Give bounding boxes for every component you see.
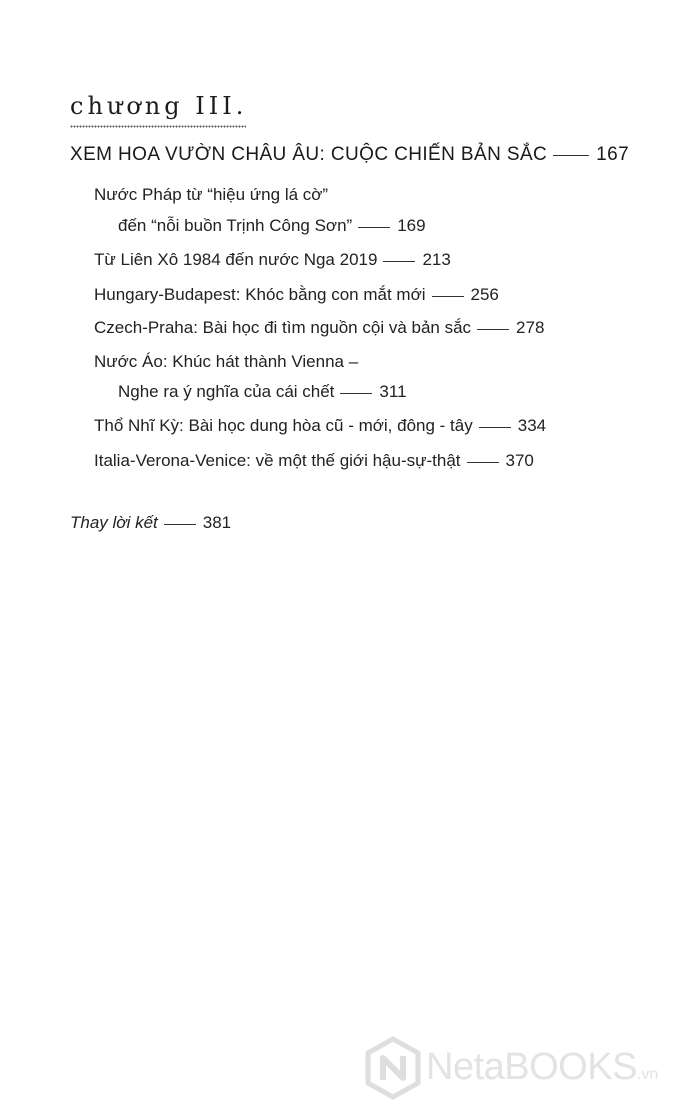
entry-title: Czech-Praha: Bài học đi tìm nguồn cội và bản sắc (94, 318, 472, 337)
toc-entry-france (94, 185, 328, 205)
n-hexagon-logo-icon (364, 1036, 422, 1100)
toc-entry-epilogue (70, 513, 231, 533)
toc-entry-russia (94, 250, 451, 270)
watermark-logo (364, 1036, 690, 1102)
entry-title: Italia-Verona-Venice: về một thế giới hậu-sự-thật (94, 451, 461, 470)
page-number: 213 (422, 250, 451, 269)
entry-title: Nước Pháp từ “hiệu ứng lá cờ” (94, 185, 329, 204)
leader-line (383, 261, 415, 262)
chapter-title-row (70, 144, 629, 166)
toc-entry-hungary (94, 285, 499, 305)
page-number: 370 (505, 451, 534, 470)
leader-line (432, 296, 464, 297)
entry-title: Nước Áo: Khúc hát thành Vienna – (94, 352, 359, 371)
leader-line (479, 427, 511, 428)
leader-line (553, 155, 589, 156)
toc-entry-austria (94, 352, 358, 372)
page-number: 169 (397, 216, 426, 235)
watermark-suffix: .vn (636, 1066, 659, 1083)
page-number: 381 (202, 513, 232, 532)
page-number: 334 (517, 416, 547, 435)
leader-line (358, 227, 390, 228)
toc-entry-turkey (94, 416, 546, 436)
toc-entry-italy (94, 451, 534, 471)
entry-title-cont: Nghe ra ý nghĩa của cái chết (118, 382, 335, 401)
chapter-title: XEM HOA VƯỜN CHÂU ÂU: CUỘC CHIẾN BẢN SẮC (70, 144, 548, 165)
toc-entry-france-cont (118, 216, 426, 236)
page-number: 311 (379, 382, 407, 401)
entry-title: Thổ Nhĩ Kỳ: Bài học dung hòa cũ - mới, đông - tây (94, 416, 473, 435)
leader-line (467, 462, 499, 463)
entry-title: Hungary-Budapest: Khóc bằng con mắt mới (94, 285, 426, 304)
toc-entry-czech (94, 318, 544, 338)
dotted-divider (70, 125, 246, 128)
leader-line (340, 393, 372, 394)
leader-line (164, 524, 196, 525)
epilogue-title: Thay lời kết (70, 513, 158, 532)
page-number: 278 (516, 318, 545, 337)
chapter-label: chương III. (70, 92, 248, 120)
toc-entry-austria-cont (118, 382, 407, 402)
entry-title: Từ Liên Xô 1984 đến nước Nga 2019 (94, 250, 378, 269)
watermark-text (426, 1046, 658, 1089)
page-number: 167 (596, 144, 630, 165)
leader-line (477, 329, 509, 330)
entry-title-cont: đến “nỗi buồn Trịnh Công Sơn” (118, 216, 353, 235)
page-number: 256 (470, 285, 499, 304)
watermark-brand: NetaBOOKS (426, 1046, 637, 1088)
